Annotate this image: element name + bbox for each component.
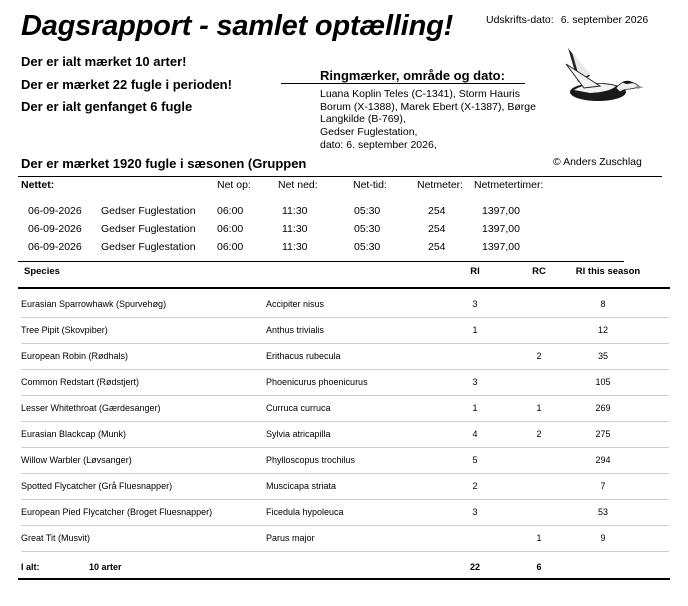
net-date: 06-09-2026 <box>28 223 82 235</box>
nets-header-metertimes: Netmetertimer: <box>474 179 544 191</box>
net-metertimes: 1397,00 <box>482 241 520 253</box>
species-name: Common Redstart (Rødstjert) <box>21 377 140 387</box>
table-row <box>21 370 669 396</box>
ringers-date: dato: 6. september 2026, <box>320 138 437 151</box>
species-ri-season: 9 <box>600 533 606 543</box>
species-ri-season: 8 <box>600 299 606 309</box>
eider-duck-logo <box>560 42 644 108</box>
row-divider <box>21 551 669 552</box>
summary-recaptured: Der er ialt genfanget 6 fugle <box>21 99 193 114</box>
species-latin: Phylloscopus trochilus <box>266 455 356 465</box>
nets-top-rule <box>18 176 662 177</box>
species-ri: 3 <box>472 507 478 517</box>
species-ri-season: 35 <box>597 351 608 361</box>
total-rc: 6 <box>536 562 542 572</box>
table-bottom-rule <box>18 578 670 580</box>
species-ri-season: 294 <box>595 455 611 465</box>
species-header-ri-season: RI this season <box>575 266 641 277</box>
net-down: 11:30 <box>282 223 308 235</box>
species-latin: Accipiter nisus <box>266 299 325 309</box>
season-total: Der er mærket 1920 fugle i sæsonen (Gruppen <box>21 156 307 171</box>
species-rc: 1 <box>536 403 542 413</box>
nets-header-time: Net-tid: <box>353 179 387 191</box>
species-name: Tree Pipit (Skovpiber) <box>21 325 108 335</box>
species-ri: 3 <box>472 299 478 309</box>
nets-bottom-rule <box>18 261 624 262</box>
species-ri-season: 105 <box>595 377 611 387</box>
net-site: Gedser Fuglestation <box>101 205 196 217</box>
species-latin: Anthus trivialis <box>266 325 325 335</box>
net-date: 06-09-2026 <box>28 241 82 253</box>
summary-birds-marked: Der er mærket 22 fugle i perioden! <box>21 77 232 92</box>
species-ri-season: 53 <box>597 507 608 517</box>
table-row <box>21 292 669 318</box>
print-date-label: Udskrifts-dato: <box>486 14 554 26</box>
copyright: © Anders Zuschlag <box>553 156 642 168</box>
species-name: Spotted Flycatcher (Grå Fluesnapper) <box>21 481 173 491</box>
species-name: European Pied Flycatcher (Broget Fluesnapper) <box>21 507 213 517</box>
net-date: 06-09-2026 <box>28 205 82 217</box>
net-site: Gedser Fuglestation <box>101 223 196 235</box>
net-time: 05:30 <box>354 205 381 217</box>
net-time: 05:30 <box>354 241 381 253</box>
species-ri-season: 7 <box>600 481 606 491</box>
ringers-names: Luana Koplin Teles (C-1341), Storm Hauris Borum (X-1388), Marek Ebert (X-1387), Børge Langkilde (B-769), <box>320 88 536 126</box>
species-rc: 2 <box>536 351 542 361</box>
nets-header-up: Net op: <box>217 179 251 191</box>
net-up: 06:00 <box>217 223 244 235</box>
total-label: I alt: <box>21 562 40 572</box>
table-row <box>21 344 669 370</box>
species-name: Eurasian Sparrowhawk (Spurvehøg) <box>21 299 167 309</box>
species-header-rule <box>18 287 670 289</box>
net-meters: 254 <box>428 205 446 217</box>
species-ri: 2 <box>472 481 478 491</box>
print-date-value: 6. september 2026 <box>560 14 649 26</box>
net-up: 06:00 <box>217 241 244 253</box>
species-ri: 1 <box>472 403 478 413</box>
net-up: 06:00 <box>217 205 244 217</box>
net-down: 11:30 <box>282 205 308 217</box>
page-title: Dagsrapport - samlet optælling! <box>21 10 454 42</box>
nets-header-meters: Netmeter: <box>417 179 464 191</box>
species-latin: Erithacus rubecula <box>266 351 341 361</box>
species-latin: Ficedula hypoleuca <box>266 507 344 517</box>
species-ri: 3 <box>472 377 478 387</box>
species-latin: Curruca curruca <box>266 403 331 413</box>
total-species-count: 10 arter <box>89 562 122 572</box>
net-site: Gedser Fuglestation <box>101 241 196 253</box>
species-header-species: Species <box>24 266 60 277</box>
net-down: 11:30 <box>282 241 308 253</box>
species-ri-season: 269 <box>595 403 611 413</box>
summary-species-count: Der er ialt mærket 10 arter! <box>21 54 187 69</box>
ringers-heading-underline <box>281 83 525 84</box>
print-date <box>486 14 648 26</box>
nets-header-net: Nettet: <box>21 179 55 191</box>
table-row <box>21 526 669 552</box>
table-row <box>21 422 669 448</box>
ringers-site: Gedser Fuglestation, <box>320 126 418 139</box>
species-latin: Muscicapa striata <box>266 481 337 491</box>
table-row <box>21 474 669 500</box>
table-row <box>21 318 669 344</box>
species-name: Lesser Whitethroat (Gærdesanger) <box>21 403 161 413</box>
table-row <box>21 396 669 422</box>
species-latin: Phoenicurus phoenicurus <box>266 377 368 387</box>
total-ri: 22 <box>469 562 480 572</box>
net-meters: 254 <box>428 241 446 253</box>
nets-header-down: Net ned: <box>278 179 318 191</box>
net-meters: 254 <box>428 223 446 235</box>
species-ri-season: 275 <box>595 429 611 439</box>
species-name: Eurasian Blackcap (Munk) <box>21 429 127 439</box>
net-metertimes: 1397,00 <box>482 205 520 217</box>
species-name: Great Tit (Musvit) <box>21 533 91 543</box>
species-rc: 2 <box>536 429 542 439</box>
species-name: Willow Warbler (Løvsanger) <box>21 455 132 465</box>
species-header-rc: RC <box>532 266 546 277</box>
table-row <box>21 500 669 526</box>
ringers-heading: Ringmærker, område og dato: <box>320 68 505 83</box>
species-rc: 1 <box>536 533 542 543</box>
species-ri-season: 12 <box>597 325 608 335</box>
species-latin: Sylvia atricapilla <box>266 429 331 439</box>
species-name: European Robin (Rødhals) <box>21 351 129 361</box>
species-ri: 1 <box>472 325 478 335</box>
table-row <box>21 448 669 474</box>
net-time: 05:30 <box>354 223 381 235</box>
species-ri: 5 <box>472 455 478 465</box>
net-metertimes: 1397,00 <box>482 223 520 235</box>
ringers-block <box>320 88 550 152</box>
species-ri: 4 <box>472 429 478 439</box>
species-latin: Parus major <box>266 533 315 543</box>
species-header-ri: RI <box>470 266 480 277</box>
